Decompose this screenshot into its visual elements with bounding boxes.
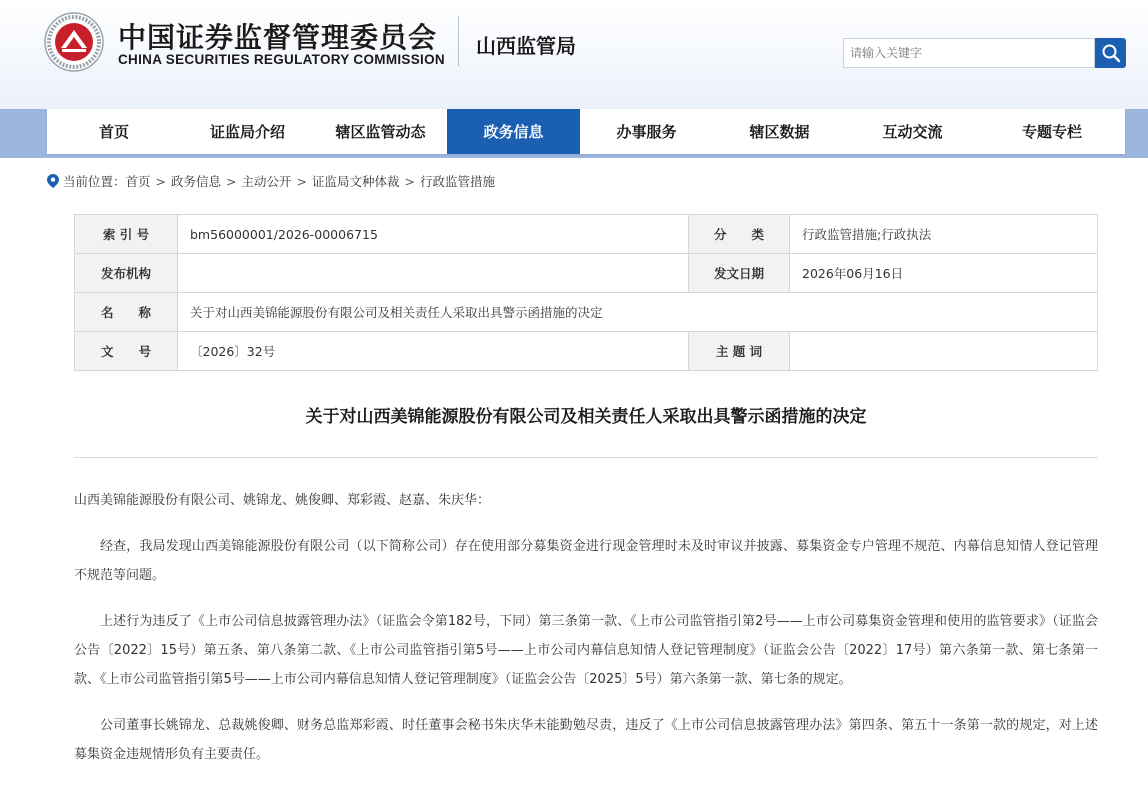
date-label: 发文日期: [689, 254, 790, 293]
meta-row: [75, 293, 1098, 332]
csrc-emblem-icon: [44, 12, 104, 72]
search-button[interactable]: [1095, 38, 1126, 68]
site-logo[interactable]: [44, 12, 484, 72]
meta-row: [75, 215, 1098, 254]
document-paragraph: 经查，我局发现山西美锦能源股份有限公司（以下简称公司）存在使用部分募集资金进行现金管理时未及时审议并披露、募集资金专户管理不规范、内幕信息知情人登记管理不规范等问题。: [74, 539, 1098, 583]
category-value: 行政监管措施;行政执法: [790, 215, 1098, 254]
breadcrumb-home[interactable]: 首页: [125, 174, 151, 189]
index-label: 索 引 号: [75, 215, 178, 254]
nav-item[interactable]: 辖区监管动态: [335, 123, 426, 141]
document-paragraph: 上述行为违反了《上市公司信息披露管理办法》（证监会令第182号，下同）第三条第一款、《上市公司监管指引第2号——上市公司募集资金管理和使用的监管要求》（证监会公告〔2022〕15号）第五条、第八条第二款、《上市公司监管指引第5号——上市公司内幕信息知情人登记管理制度》（证监会公告〔2022〕17号）第六条第一款、第七条第一款、《上市公司监管指引第5号——上市公司内幕信息知情人登记管理制度》（证监会公告〔2025〕5号）第六条第一款、第七条的规定。: [74, 614, 1098, 687]
nav-item[interactable]: 首页: [98, 123, 129, 141]
name-value: 关于对山西美锦能源股份有限公司及相关责任人采取出具警示函措施的决定: [178, 293, 1098, 332]
date-value: 2026年06月16日: [790, 254, 1098, 293]
site-title-en: CHINA SECURITIES REGULATORY COMMISSION: [118, 52, 445, 67]
subject-label: 主 题 词: [689, 332, 790, 371]
meta-row: [75, 254, 1098, 293]
search-input[interactable]: [843, 38, 1095, 68]
title-divider: [74, 457, 1098, 458]
subject-value: [790, 332, 1098, 371]
header-divider: [458, 16, 459, 66]
issuer-label: 发布机构: [75, 254, 178, 293]
index-value: bm56000001/2026-00006715: [178, 215, 689, 254]
document-paragraph: 公司董事长姚锦龙、总裁姚俊卿、财务总监郑彩霞、时任董事会秘书朱庆华未能勤勉尽责，违反了《上市公司信息披露管理办法》第四条、第五十一条第一款的规定，对上述募集资金违规情形负有主要责任。: [74, 718, 1098, 762]
main-nav: [47, 109, 1125, 154]
search-icon: [1101, 43, 1121, 63]
breadcrumb-public[interactable]: 主动公开: [241, 174, 292, 189]
docno-label: 文 号: [75, 332, 178, 371]
name-label: 名 称: [75, 293, 178, 332]
breadcrumb-separator: >: [155, 173, 167, 189]
location-pin-icon: [47, 174, 59, 188]
nav-item[interactable]: 互动交流: [882, 123, 943, 141]
breadcrumb-admin-measures[interactable]: 行政监管措施: [420, 174, 496, 189]
document-title: 关于对山西美锦能源股份有限公司及相关责任人采取出具警示函措施的决定: [305, 407, 867, 427]
docno-value: 〔2026〕32号: [178, 332, 689, 371]
nav-item[interactable]: 专题专栏: [1021, 123, 1082, 141]
issuer-value: [178, 254, 689, 293]
bureau-name: 山西监管局: [476, 34, 576, 58]
breadcrumb: [47, 171, 495, 191]
breadcrumb-separator: >: [226, 173, 237, 189]
breadcrumb-separator: >: [296, 173, 308, 189]
breadcrumb-separator: >: [404, 173, 416, 189]
site-title-cn: 中国证券监督管理委员会: [118, 21, 438, 54]
document-meta-table: [74, 214, 1098, 371]
nav-item[interactable]: 证监局介绍: [209, 123, 285, 141]
nav-item[interactable]: 政务信息: [447, 109, 580, 154]
document-body: [74, 486, 1098, 786]
meta-row: [75, 332, 1098, 371]
main-content: [47, 200, 1125, 793]
breadcrumb-doc-types[interactable]: 证监局文种体裁: [312, 174, 400, 189]
breadcrumb-gov-info[interactable]: 政务信息: [171, 174, 222, 189]
nav-item[interactable]: 办事服务: [616, 123, 677, 141]
document-addressee: 山西美锦能源股份有限公司、姚锦龙、姚俊卿、郑彩霞、赵嘉、朱庆华：: [74, 493, 491, 508]
breadcrumb-prefix: 当前位置：: [63, 174, 126, 189]
category-label: 分 类: [689, 215, 790, 254]
nav-item[interactable]: 辖区数据: [749, 123, 810, 141]
